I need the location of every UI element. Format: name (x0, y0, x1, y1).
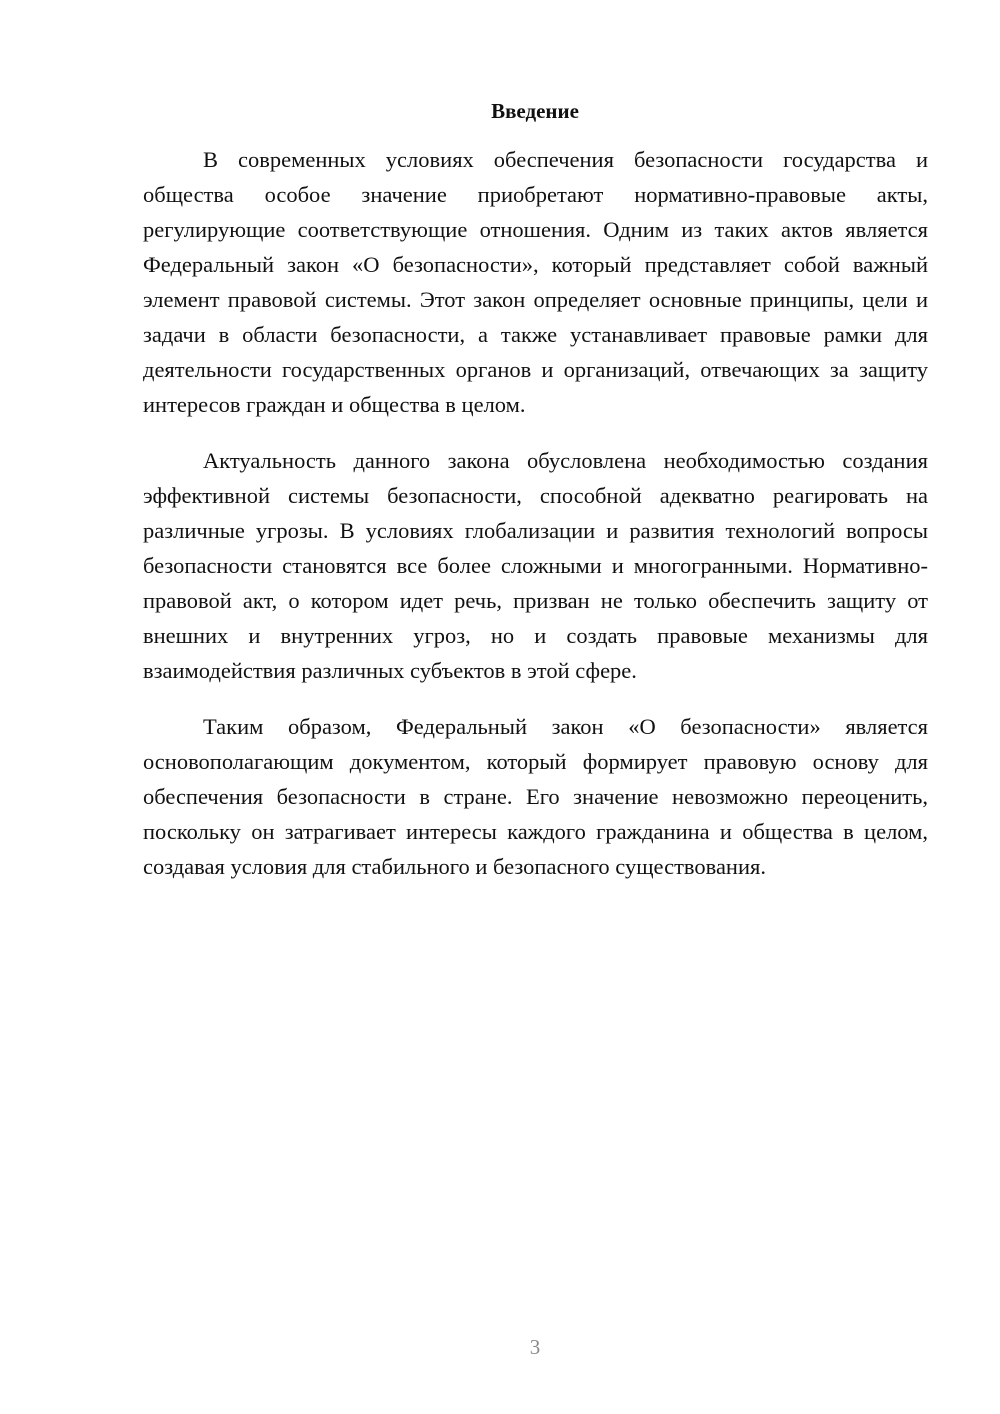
paragraph-relevance: Актуальность данного закона обусловлена необходимостью создания эффективной системы безопасности, способной адекватно реагировать на различные угрозы. В условиях глобализации и развития технологий вопросы безопасности становятся все более сложными и многогранными. Нормативно-правовой акт, о котором идет речь, призван не только обеспечить защиту от внешних и внутренних угроз, но и создать правовые механизмы для взаимодействия различных субъектов в этой сфере. (143, 448, 928, 683)
page-heading: Введение (491, 99, 579, 123)
page-number: 3 (529, 1335, 541, 1359)
paragraph-intro: В современных условиях обеспечения безопасности государства и общества особое значение приобретают нормативно-правовые акты, регулирующие соответствующие отношения. Одним из таких актов является Федеральный закон «О безопасности», который представляет собой важный элемент правовой системы. Этот закон определяет основные принципы, цели и задачи в области безопасности, а также устанавливает правовые рамки для деятельности государственных органов и организаций, отвечающих за защиту интересов граждан и общества в целом. (143, 147, 928, 417)
document-body (143, 142, 928, 905)
paragraph-conclusion: Таким образом, Федеральный закон «О безопасности» является основополагающим документом, который формирует правовую основу для обеспечения безопасности в стране. Его значение невозможно переоценить, поскольку он затрагивает интересы каждого гражданина и общества в целом, создавая условия для стабильного и безопасного существования. (143, 714, 928, 879)
